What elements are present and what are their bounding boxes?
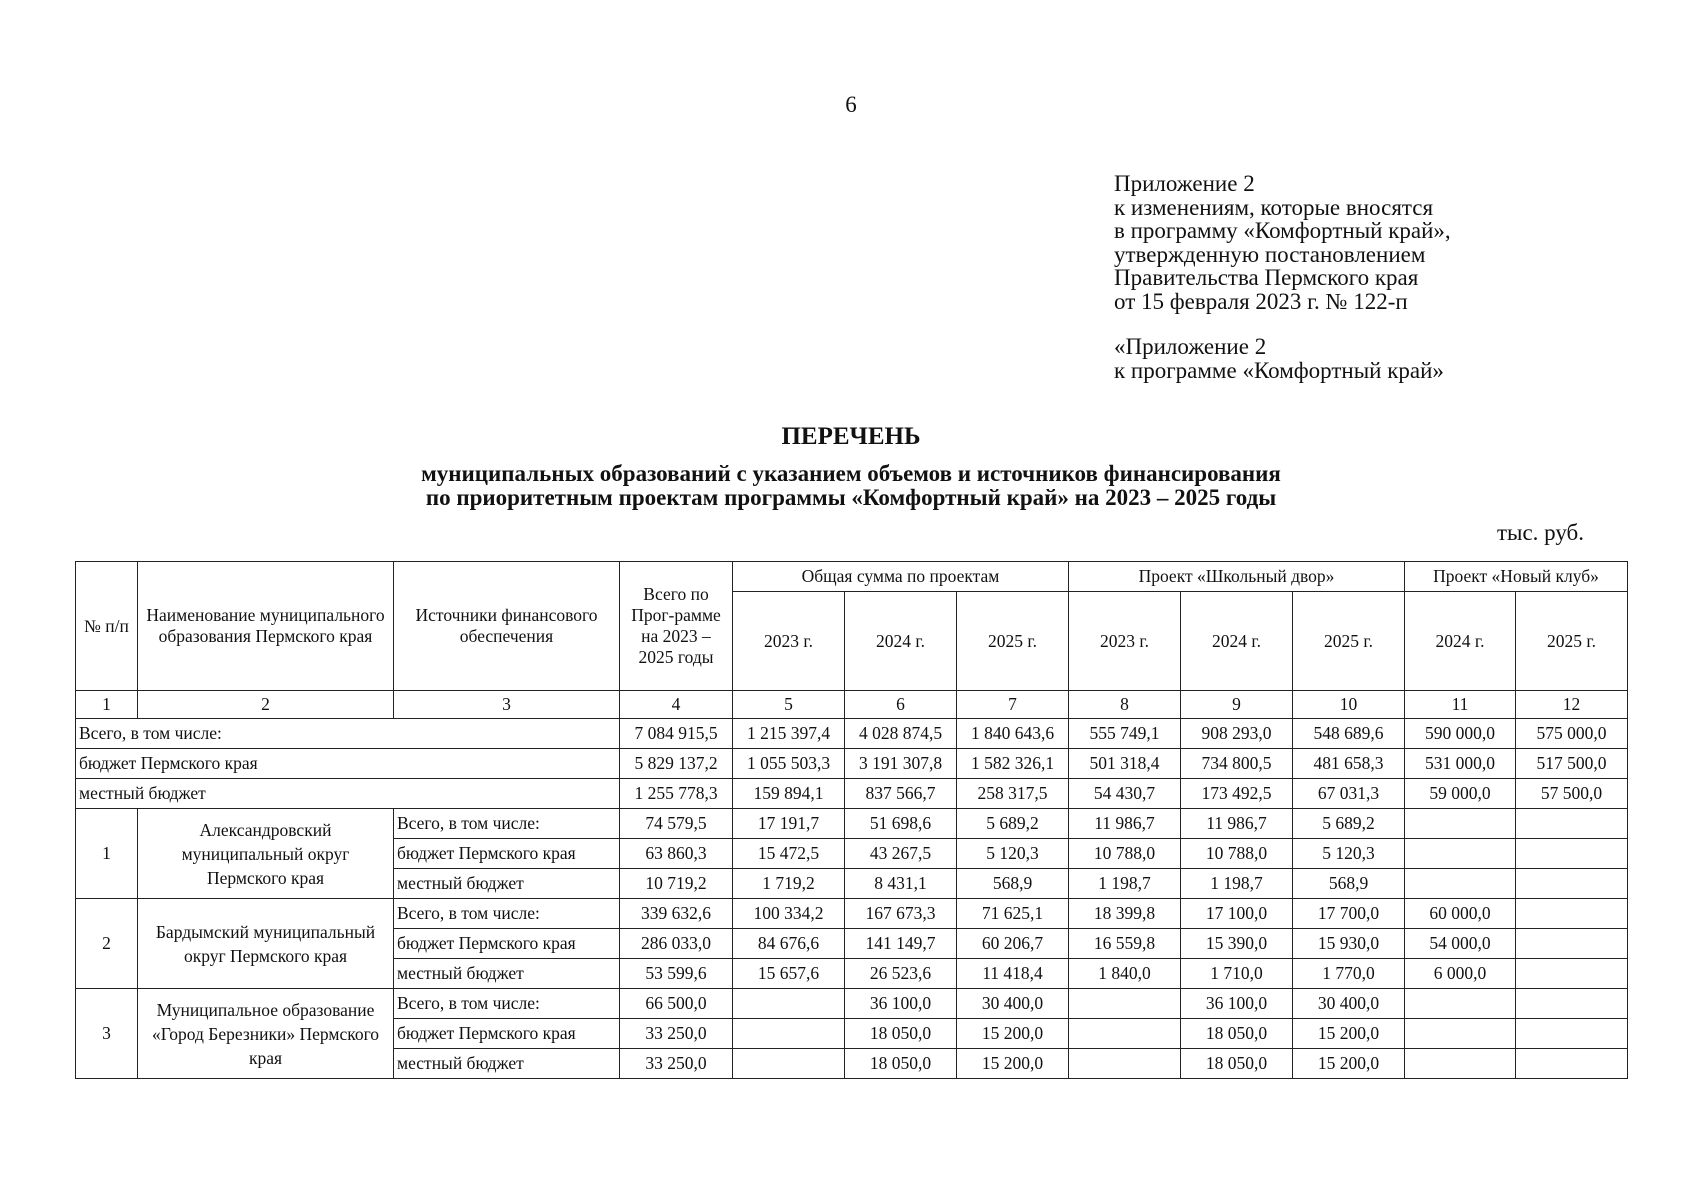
table-cell: 1 840,0: [1069, 959, 1181, 989]
appendix-line: в программу «Комфортный край»,: [1114, 218, 1451, 243]
table-cell: 18 050,0: [845, 1049, 957, 1079]
municipality-name: Муниципальное образование «Город Березники» Пермского края: [138, 989, 394, 1079]
table-cell: 908 293,0: [1181, 719, 1293, 749]
header-year-2023: 2023 г.: [733, 592, 845, 691]
table-cell: 36 100,0: [845, 989, 957, 1019]
table-cell: 15 200,0: [957, 1049, 1069, 1079]
table-cell: 1 198,7: [1181, 869, 1293, 899]
header-group-new-club: Проект «Новый клуб»: [1405, 562, 1628, 592]
table-cell: [1516, 809, 1628, 839]
table-cell: 481 658,3: [1293, 749, 1405, 779]
table-cell: [1516, 899, 1628, 929]
table-cell: 501 318,4: [1069, 749, 1181, 779]
table-cell: [1405, 989, 1516, 1019]
table-cell: 33 250,0: [620, 1049, 733, 1079]
table-cell: 43 267,5: [845, 839, 957, 869]
document-title: ПЕРЕЧЕНЬ: [781, 423, 921, 450]
table-cell: [1405, 869, 1516, 899]
column-number: 8: [1069, 691, 1181, 719]
table-cell: [1069, 1019, 1181, 1049]
table-cell: [1516, 929, 1628, 959]
summary-row: [76, 719, 1628, 749]
table-cell: [1516, 959, 1628, 989]
table-cell: [1069, 989, 1181, 1019]
table-cell: 66 500,0: [620, 989, 733, 1019]
column-number: 12: [1516, 691, 1628, 719]
funding-source: местный бюджет: [394, 869, 620, 899]
table-cell: 5 689,2: [1293, 809, 1405, 839]
table-cell: 1 255 778,3: [620, 779, 733, 809]
table-row: [76, 809, 1628, 839]
table-cell: 36 100,0: [1181, 989, 1293, 1019]
table-cell: 8 431,1: [845, 869, 957, 899]
table-cell: 26 523,6: [845, 959, 957, 989]
table-cell: 286 033,0: [620, 929, 733, 959]
table-cell: 15 200,0: [1293, 1019, 1405, 1049]
table-cell: 159 894,1: [733, 779, 845, 809]
header-year-2025: 2025 г.: [1516, 592, 1628, 691]
table-cell: 18 050,0: [1181, 1049, 1293, 1079]
table-cell: [1516, 1019, 1628, 1049]
table-cell: 167 673,3: [845, 899, 957, 929]
table-cell: 11 986,7: [1181, 809, 1293, 839]
table-cell: 568,9: [957, 869, 1069, 899]
header-source: Источники финансового обеспечения: [394, 562, 620, 691]
row-number: 2: [76, 899, 138, 989]
table-cell: 7 084 915,5: [620, 719, 733, 749]
column-number-row: [76, 691, 1628, 719]
funding-source: местный бюджет: [394, 959, 620, 989]
table-cell: 74 579,5: [620, 809, 733, 839]
table-cell: 100 334,2: [733, 899, 845, 929]
table-cell: 6 000,0: [1405, 959, 1516, 989]
table-cell: 1 055 503,3: [733, 749, 845, 779]
table-cell: [733, 1019, 845, 1049]
table-cell: 18 050,0: [1181, 1019, 1293, 1049]
column-number: 6: [845, 691, 957, 719]
table-cell: 5 829 137,2: [620, 749, 733, 779]
table-cell: 173 492,5: [1181, 779, 1293, 809]
header-year-2024: 2024 г.: [1405, 592, 1516, 691]
table-cell: 17 700,0: [1293, 899, 1405, 929]
table-cell: 837 566,7: [845, 779, 957, 809]
row-number: 3: [76, 989, 138, 1079]
table-cell: [1516, 869, 1628, 899]
page-number: 6: [845, 92, 857, 117]
table-cell: 734 800,5: [1181, 749, 1293, 779]
summary-row: [76, 779, 1628, 809]
table-cell: 10 788,0: [1069, 839, 1181, 869]
table-cell: 555 749,1: [1069, 719, 1181, 749]
table-cell: 57 500,0: [1516, 779, 1628, 809]
funding-source: Всего, в том числе:: [394, 989, 620, 1019]
table-cell: 53 599,6: [620, 959, 733, 989]
summary-row: [76, 749, 1628, 779]
program-appendix-line: «Приложение 2: [1114, 334, 1267, 359]
table-cell: 1 719,2: [733, 869, 845, 899]
header-year-2024: 2024 г.: [845, 592, 957, 691]
table-cell: 33 250,0: [620, 1019, 733, 1049]
header-group-total: Общая сумма по проектам: [733, 562, 1069, 592]
column-number: 5: [733, 691, 845, 719]
table-cell: 54 430,7: [1069, 779, 1181, 809]
header-municipality: Наименование муниципального образования Пермского края: [138, 562, 394, 691]
funding-source: Всего, в том числе:: [394, 899, 620, 929]
table-cell: [733, 989, 845, 1019]
column-number: 4: [620, 691, 733, 719]
table-cell: 16 559,8: [1069, 929, 1181, 959]
table-cell: [1405, 1019, 1516, 1049]
appendix-line: от 15 февраля 2023 г. № 122-п: [1114, 288, 1408, 314]
table-cell: 1 710,0: [1181, 959, 1293, 989]
table-cell: 11 986,7: [1069, 809, 1181, 839]
table-cell: 63 860,3: [620, 839, 733, 869]
table-cell: 51 698,6: [845, 809, 957, 839]
table-cell: 3 191 307,8: [845, 749, 957, 779]
appendix-line: Правительства Пермского края: [1114, 265, 1419, 290]
column-number: 2: [138, 691, 394, 719]
table-cell: [1405, 1049, 1516, 1079]
table-cell: 1 770,0: [1293, 959, 1405, 989]
table-cell: 59 000,0: [1405, 779, 1516, 809]
table-cell: 15 657,6: [733, 959, 845, 989]
header-year-2023: 2023 г.: [1069, 592, 1181, 691]
table-cell: [733, 1049, 845, 1079]
table-cell: 67 031,3: [1293, 779, 1405, 809]
municipality-name: Александровский муниципальный округ Пермского края: [138, 809, 394, 899]
table-cell: 30 400,0: [1293, 989, 1405, 1019]
municipality-name: Бардымский муниципальный округ Пермского края: [138, 899, 394, 989]
table-cell: [1405, 839, 1516, 869]
table-cell: 5 120,3: [957, 839, 1069, 869]
table-cell: 84 676,6: [733, 929, 845, 959]
appendix-line: Приложение 2: [1114, 171, 1255, 196]
table-cell: [1516, 1049, 1628, 1079]
table-cell: 10 719,2: [620, 869, 733, 899]
funding-source: бюджет Пермского края: [394, 929, 620, 959]
units-label: тыс. руб.: [1496, 520, 1584, 545]
document-subtitle: [0, 462, 1702, 510]
subtitle-line: по приоритетным проектам программы «Комфортный край» на 2023 – 2025 годы: [425, 485, 1277, 510]
table-cell: 258 317,5: [957, 779, 1069, 809]
table-cell: [1069, 1049, 1181, 1079]
header-total: Всего по Прог-рамме на 2023 – 2025 годы: [620, 562, 733, 691]
header-year-2024: 2024 г.: [1181, 592, 1293, 691]
table-cell: 18 399,8: [1069, 899, 1181, 929]
table-cell: 5 120,3: [1293, 839, 1405, 869]
subtitle-line: муниципальных образований с указанием объемов и источников финансирования: [421, 461, 1281, 486]
table-cell: 1 215 397,4: [733, 719, 845, 749]
row-number: 1: [76, 809, 138, 899]
summary-label: местный бюджет: [76, 779, 620, 809]
table-cell: 590 000,0: [1405, 719, 1516, 749]
table-cell: 548 689,6: [1293, 719, 1405, 749]
header-year-2025: 2025 г.: [1293, 592, 1405, 691]
table-cell: 15 472,5: [733, 839, 845, 869]
table-cell: 5 689,2: [957, 809, 1069, 839]
appendix-line: утвержденную постановлением: [1114, 241, 1426, 267]
table-cell: 17 191,7: [733, 809, 845, 839]
table-cell: 1 198,7: [1069, 869, 1181, 899]
table-cell: [1516, 989, 1628, 1019]
column-number: 10: [1293, 691, 1405, 719]
funding-source: местный бюджет: [394, 1049, 620, 1079]
table-cell: 17 100,0: [1181, 899, 1293, 929]
funding-source: Всего, в том числе:: [394, 809, 620, 839]
table-cell: 15 930,0: [1293, 929, 1405, 959]
table-cell: 15 200,0: [1293, 1049, 1405, 1079]
table-cell: 339 632,6: [620, 899, 733, 929]
summary-label: бюджет Пермского края: [76, 749, 620, 779]
table-cell: 60 206,7: [957, 929, 1069, 959]
table-cell: 517 500,0: [1516, 749, 1628, 779]
table-cell: 531 000,0: [1405, 749, 1516, 779]
header-year-2025: 2025 г.: [957, 592, 1069, 691]
table-cell: 18 050,0: [845, 1019, 957, 1049]
table-cell: [1516, 839, 1628, 869]
column-number: 9: [1181, 691, 1293, 719]
header-group-school-yard: Проект «Школьный двор»: [1069, 562, 1405, 592]
table-cell: 11 418,4: [957, 959, 1069, 989]
header-num: № п/п: [76, 562, 138, 691]
table-cell: 4 028 874,5: [845, 719, 957, 749]
table-cell: 30 400,0: [957, 989, 1069, 1019]
table-cell: 575 000,0: [1516, 719, 1628, 749]
table-cell: 1 840 643,6: [957, 719, 1069, 749]
table-cell: 1 582 326,1: [957, 749, 1069, 779]
program-appendix-line: к программе «Комфортный край»: [1114, 357, 1444, 383]
summary-label: Всего, в том числе:: [76, 719, 620, 749]
table-cell: 568,9: [1293, 869, 1405, 899]
table-cell: 15 390,0: [1181, 929, 1293, 959]
appendix-block: [1114, 172, 1451, 382]
table-cell: 54 000,0: [1405, 929, 1516, 959]
funding-source: бюджет Пермского края: [394, 1019, 620, 1049]
table-cell: 60 000,0: [1405, 899, 1516, 929]
table-cell: 71 625,1: [957, 899, 1069, 929]
table-cell: 10 788,0: [1181, 839, 1293, 869]
table-cell: 141 149,7: [845, 929, 957, 959]
table-cell: 15 200,0: [957, 1019, 1069, 1049]
appendix-line: к изменениям, которые вносятся: [1114, 194, 1434, 220]
funding-source: бюджет Пермского края: [394, 839, 620, 869]
funding-table: [75, 561, 1628, 1079]
column-number: 7: [957, 691, 1069, 719]
column-number: 1: [76, 691, 138, 719]
table-row: [76, 989, 1628, 1019]
table-cell: [1405, 809, 1516, 839]
table-row: [76, 899, 1628, 929]
column-number: 11: [1405, 691, 1516, 719]
column-number: 3: [394, 691, 620, 719]
